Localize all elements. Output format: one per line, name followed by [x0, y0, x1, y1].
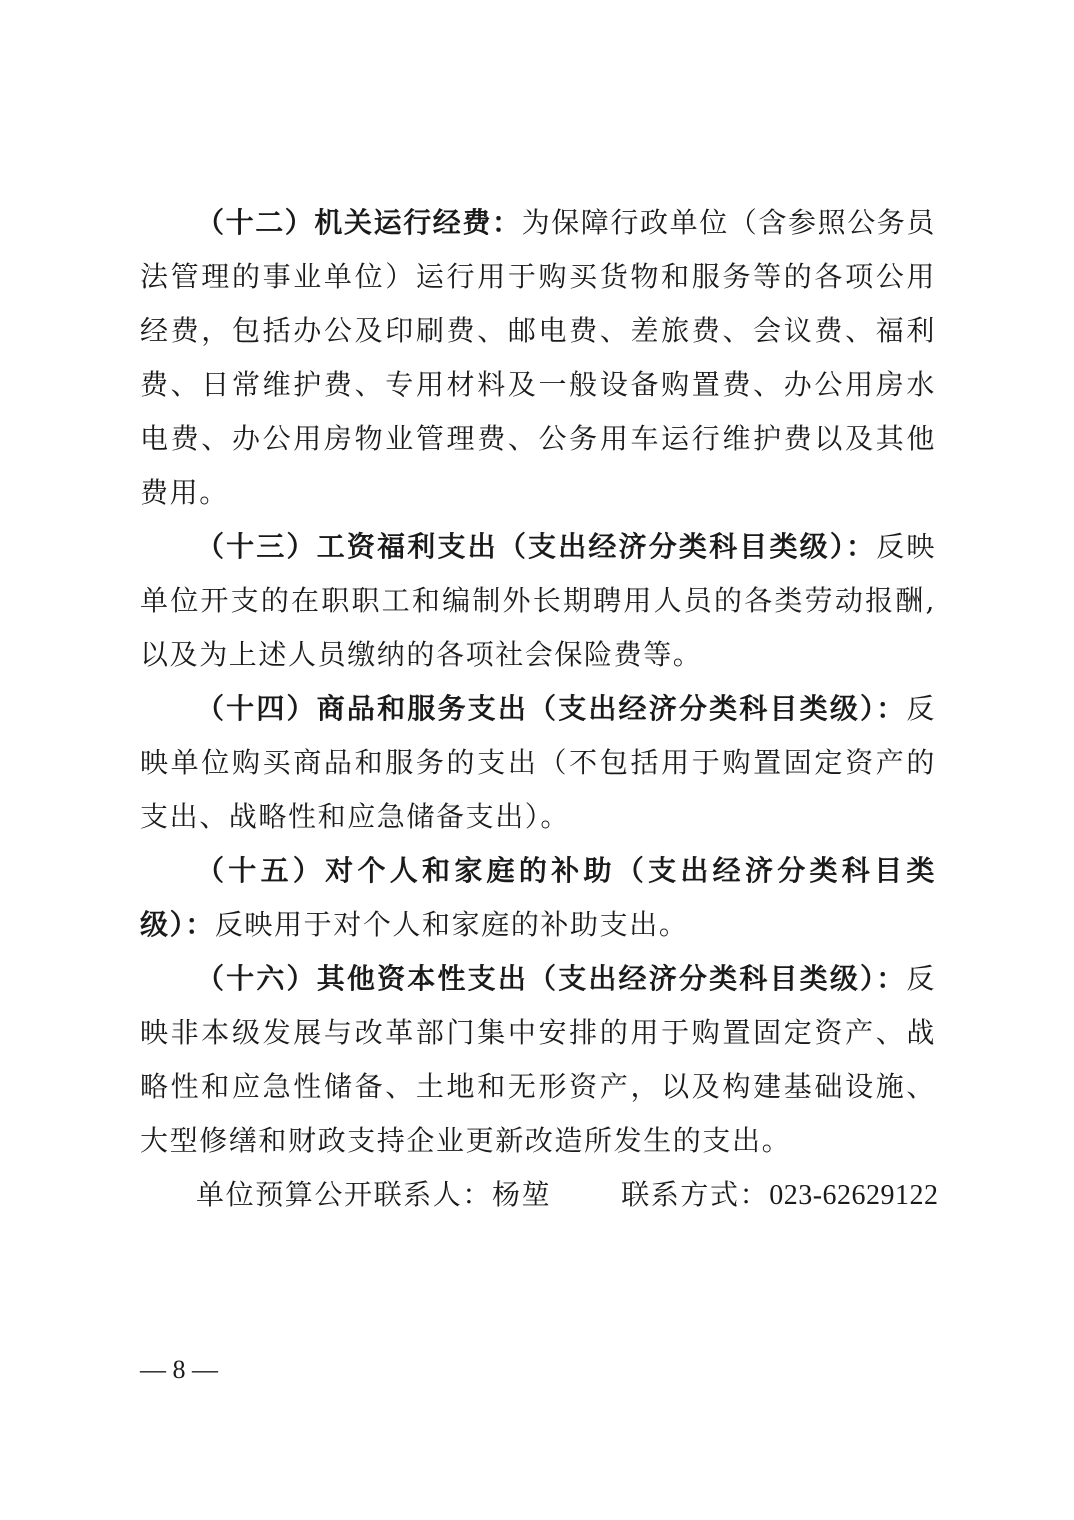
paragraph-heading: （十三）工资福利支出（支出经济分类科目类级）：: [196, 530, 877, 563]
contact-phone-number: 023-62629122: [769, 1180, 939, 1211]
contact-person-label: 单位预算公开联系人：: [196, 1178, 493, 1211]
paragraph-heading: （十四）商品和服务支出（支出经济分类科目类级）：: [196, 692, 907, 725]
paragraph-text: 反映单位开支的在职职工和编制外长期聘用人员的各类劳动报酬,以及为上述人员缴纳的各项社会保险费等。: [140, 530, 937, 671]
paragraph-text: 反映非本级发展与改革部门集中安排的用于购置固定资产、战略性和应急性储备、土地和无形资产，以及构建基础设施、大型修缮和财政支持企业更新改造所发生的支出。: [140, 962, 936, 1157]
paragraph-text: 为保障行政单位（含参照公务员法管理的事业单位）运行用于购买货物和服务等的各项公用经费，包括办公及印刷费、邮电费、差旅费、会议费、福利费、日常维护费、专用材料及一般设备购置费、办公用房水电费、办公用房物业管理费、公务用车运行维护费以及其他费用。: [140, 206, 937, 509]
paragraph-text: 反映单位购买商品和服务的支出（不包括用于购置固定资产的支出、战略性和应急储备支出）。: [140, 692, 936, 833]
document-body: [140, 196, 939, 1223]
contact-line: [140, 1168, 939, 1223]
page-number: — 8 —: [140, 1355, 218, 1384]
paragraph-item-12: [140, 196, 936, 520]
paragraph-item-16: [140, 952, 936, 1168]
paragraph-item-15: [140, 844, 936, 952]
contact-phone-label: 联系方式：: [621, 1178, 770, 1211]
paragraph-text: 反映用于对个人和家庭的补助支出。: [214, 908, 689, 941]
paragraph-heading: （十二）机关运行经费：: [196, 206, 522, 239]
paragraph-item-13: [140, 520, 936, 682]
paragraph-heading: （十五）对个人和家庭的补助（支出经济分类科目类级）：: [140, 854, 936, 941]
paragraph-item-14: [140, 682, 936, 844]
contact-person-name: 杨堃: [492, 1178, 552, 1211]
paragraph-heading: （十六）其他资本性支出（支出经济分类科目类级）：: [196, 962, 907, 995]
